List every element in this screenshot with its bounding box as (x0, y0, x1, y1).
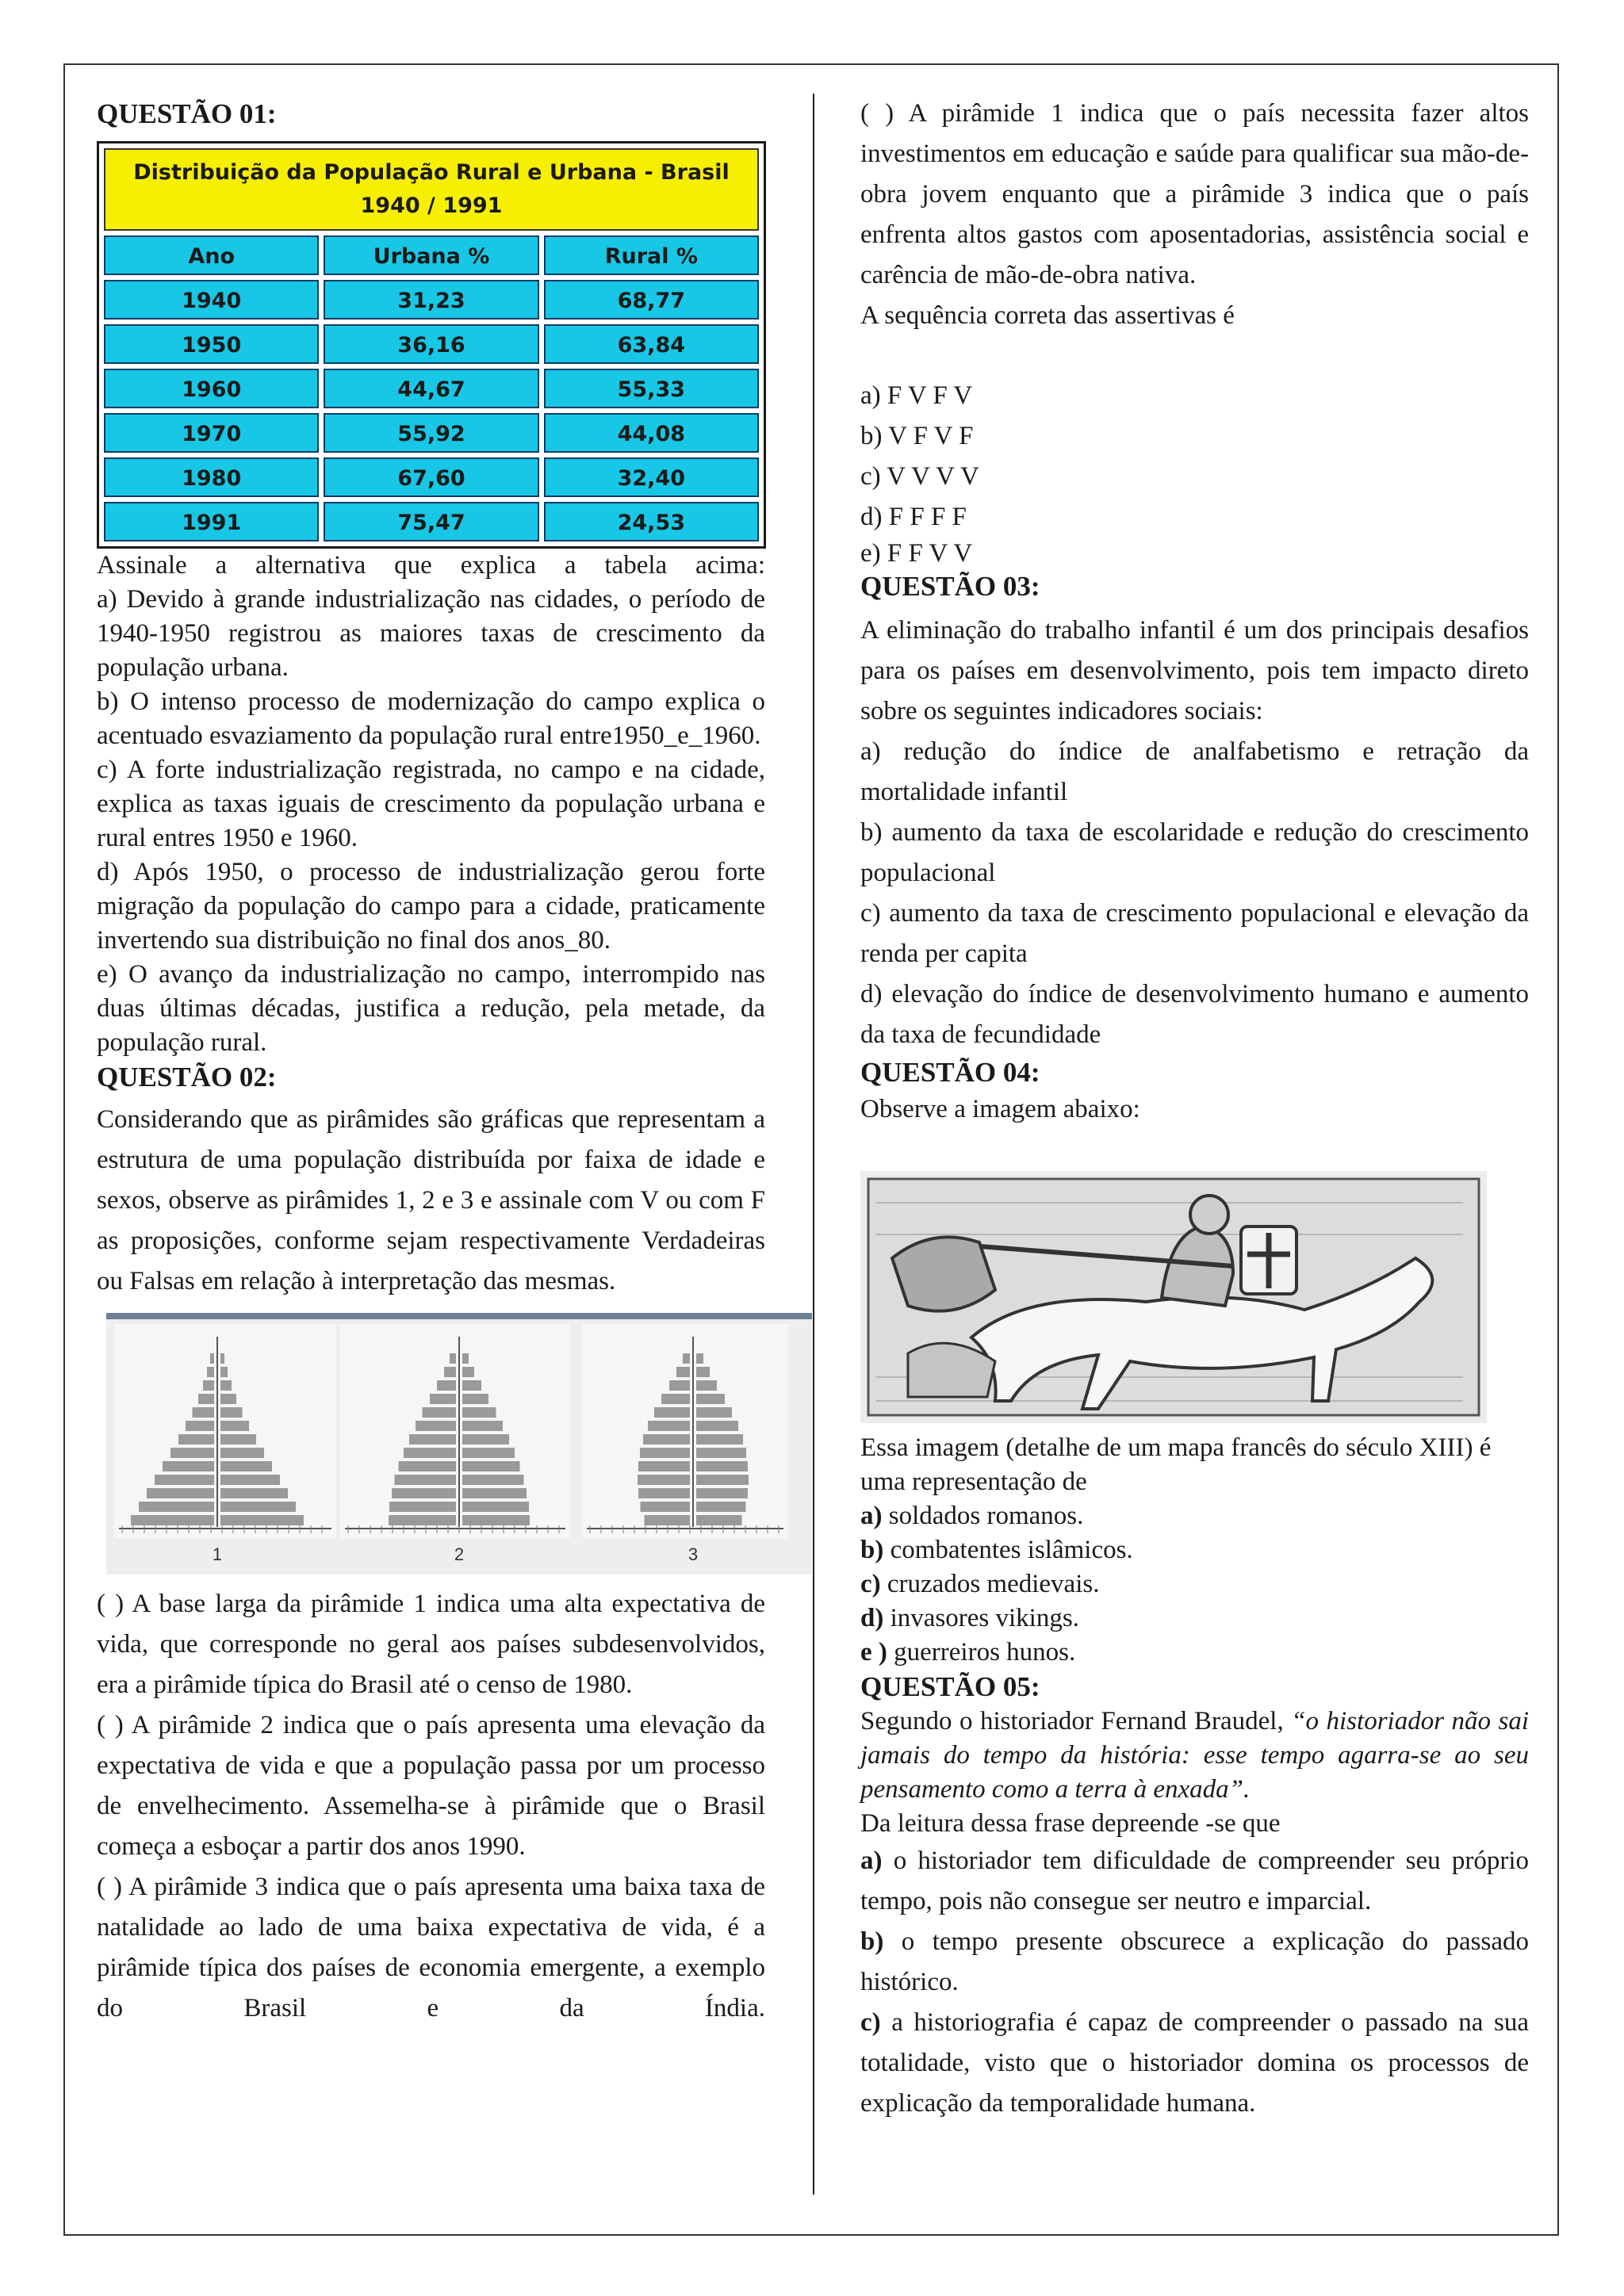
q02-statement-1: ( ) A base larga da pirâmide 1 indica uma alta expectativa de vida, que corresponde no geral aos países subdesenvolvidos, era a pirâmide típica do Brasil até o censo de 1980. (97, 1590, 765, 1699)
q02-option-d: d) F F F F (860, 503, 967, 531)
q05-intro-text: Segundo o historiador Fernand Braudel, (860, 1707, 1292, 1735)
table-cell: 55,92 (324, 413, 538, 453)
table-row (104, 502, 759, 541)
age-pyramid (582, 1324, 788, 1564)
table-cell: 1940 (104, 280, 319, 320)
option-text: o historiador tem dificuldade de compreender seu próprio tempo, pois não consegue ser neutro e imparcial. (860, 1846, 1529, 1915)
table-row (104, 324, 759, 364)
q03-option-c: c) aumento da taxa de crescimento populacional e elevação da renda per capita (860, 899, 1529, 968)
option-text: a historiografia é capaz de compreender o passado na sua totalidade, visto que o historiador domina os processos de explicação da temporalidade humana. (860, 2008, 1529, 2118)
option-key: a) (860, 1502, 883, 1530)
q02-statement-4: ( ) A pirâmide 1 indica que o país necessita fazer altos investimentos em educação e saúde para qualificar sua mão-de-obra jovem enquanto que a pirâmide 3 indica que o país enfrenta altos gastos com aposentadorias, assistência social e carência de mão-de-obra nativa. (860, 99, 1529, 289)
q02-options (860, 376, 1529, 569)
q01-option-a: a) Devido à grande industrialização nas cidades, o período de 1940-1950 registrou as maiores taxas de crescimento da população urbana. (97, 585, 765, 682)
q01-option-e: e) O avanço da industrialização no campo, interrompido nas duas últimas décadas, justifica a redução, pela metade, da população rural. (97, 960, 765, 1057)
q04-option-c (860, 1567, 1529, 1601)
q03-prompt: A eliminação do trabalho infantil é um dos principais desafios para os países em desenvolvimento, pois tem impacto direto sobre os seguintes indicadores sociais: (860, 616, 1529, 725)
option-text: combatentes islâmicos. (883, 1536, 1133, 1564)
population-table (97, 141, 766, 549)
q01-title: QUESTÃO 01: (97, 98, 277, 129)
table-title: Distribuição da População Rural e Urbana - Brasil 1940 / 1991 (104, 148, 759, 231)
option-key: c) (860, 1570, 881, 1598)
option-text: o tempo presente obscurece a explicação do passado histórico. (860, 1927, 1529, 1996)
table-cell: 44,67 (324, 369, 538, 408)
q03-title: QUESTÃO 03: (860, 571, 1040, 602)
pyramid-number-label: 2 (454, 1544, 465, 1564)
option-text: invasores vikings. (883, 1604, 1079, 1632)
q05-quote: “o historiador não sai jamais do tempo da história: esse tempo agarra-se ao seu pensamento como a terra à enxada”. (860, 1707, 1529, 1804)
table-cell: 24,53 (544, 502, 759, 541)
age-pyramids-figure (106, 1313, 812, 1575)
table-row (104, 369, 759, 408)
q05-title: QUESTÃO 05: (860, 1671, 1040, 1702)
table-row (104, 457, 759, 497)
option-text: cruzados medievais. (880, 1570, 1100, 1598)
option-key: e ) (860, 1638, 887, 1667)
q03-option-a: a) redução do índice de analfabetismo e retração da mortalidade infantil (860, 737, 1529, 806)
table-cell: 1991 (104, 502, 319, 541)
option-key: a) (860, 1846, 883, 1875)
q05-option-c (860, 2003, 1529, 2124)
q02-option-e: e) F F V V (860, 539, 973, 568)
table-header-row (104, 235, 759, 275)
age-pyramids-graphic (106, 1313, 812, 1575)
q04-option-e (860, 1636, 1529, 1670)
table-cell: 75,47 (324, 502, 538, 541)
q02-option-b: b) V F V F (860, 422, 974, 450)
q01-option-c: c) A forte industrialização registrada, no campo e na cidade, explica as taxas iguais de crescimento da população urbana e rural entres 1950 e 1960. (97, 756, 765, 852)
table-header: Urbana % (324, 235, 538, 275)
q03-option-b: b) aumento da taxa de escolaridade e redução do crescimento populacional (860, 818, 1529, 887)
option-key: b) (860, 1927, 884, 1956)
q04-caption: Essa imagem (detalhe de um mapa francês do século XIII) é uma representação de (860, 1433, 1492, 1496)
table-cell: 1970 (104, 413, 319, 453)
q05-option-a (860, 1841, 1529, 1922)
table-header: Rural % (544, 235, 759, 275)
option-text: soldados romanos. (882, 1502, 1084, 1530)
option-key: b) (860, 1536, 884, 1564)
pyramid-number-label: 1 (212, 1544, 223, 1564)
table-cell: 55,33 (544, 369, 759, 408)
q02-option-a: a) F V F V (860, 381, 973, 410)
option-key: c) (860, 2008, 881, 2037)
q01-option-b: b) O intenso processo de modernização do campo explica o acentuado esvaziamento da população rural entre1950_e_1960. (97, 687, 765, 750)
crusader-knight-image (860, 1171, 1487, 1423)
q02-statement-2: ( ) A pirâmide 2 indica que o país apresenta uma elevação da expectativa de vida e que a população passa por um processo de envelhecimento. Assemelha-se à pirâmide que o Brasil começa a esboçar a partir dos anos 1990. (97, 1711, 765, 1861)
table-cell: 68,77 (544, 280, 759, 320)
table-header: Ano (104, 235, 319, 275)
q05-prompt: Da leitura dessa frase depreende -se que (860, 1809, 1281, 1838)
q04-option-a (860, 1499, 1529, 1533)
q02-title: QUESTÃO 02: (97, 1062, 277, 1093)
table-row (104, 413, 759, 453)
table-cell: 1950 (104, 324, 319, 364)
right-column (860, 94, 1529, 2124)
table-cell: 63,84 (544, 324, 759, 364)
table-row (104, 280, 759, 320)
q05-intro (860, 1705, 1529, 1807)
q02-statement-3: ( ) A pirâmide 3 indica que o país apresenta uma baixa taxa de natalidade ao lado de uma baixa expectativa de vida, é a pirâmide típica dos países de economia emergente, a exemplo do Brasil e da Índia. (97, 1873, 765, 2022)
q03-option-d: d) elevação do índice de desenvolvimento humano e aumento da taxa de fecundidade (860, 980, 1529, 1049)
table-cell: 31,23 (324, 280, 538, 320)
table-cell: 1980 (104, 457, 319, 497)
knight-illustration (860, 1171, 1487, 1423)
column-divider (813, 94, 814, 2195)
table-cell: 44,08 (544, 413, 759, 453)
q02-prompt: Considerando que as pirâmides são gráficas que representam a estrutura de uma população distribuída por faixa de idade e sexos, observe as pirâmides 1, 2 e 3 e assinale com V ou com F as proposições, conforme sejam respectivamente Verdadeiras ou Falsas em relação à interpretação das mesmas. (97, 1105, 765, 1295)
q04-title: QUESTÃO 04: (860, 1057, 1040, 1088)
age-pyramid (114, 1324, 336, 1564)
q04-option-d (860, 1601, 1529, 1636)
q04-option-b (860, 1533, 1529, 1567)
table-cell: 36,16 (324, 324, 538, 364)
table-cell: 1960 (104, 369, 319, 408)
q02-option-c: c) V V V V (860, 462, 979, 491)
q04-prompt: Observe a imagem abaixo: (860, 1095, 1140, 1123)
option-text: guerreiros hunos. (887, 1638, 1076, 1667)
pyramid-number-label: 3 (688, 1544, 699, 1564)
table-cell: 67,60 (324, 457, 538, 497)
left-column (97, 94, 765, 2029)
age-pyramid (340, 1324, 570, 1564)
q01-prompt: Assinale a alternativa que explica a tabela acima: (97, 551, 765, 580)
option-key: d) (860, 1604, 884, 1632)
q02-sequence-prompt: A sequência correta das assertivas é (860, 301, 1235, 330)
q01-option-d: d) Após 1950, o processo de industrialização gerou forte migração da população do campo para a cidade, praticamente invertendo sua distribuição no final dos anos_80. (97, 858, 765, 955)
q05-option-b (860, 1922, 1529, 2003)
table-cell: 32,40 (544, 457, 759, 497)
